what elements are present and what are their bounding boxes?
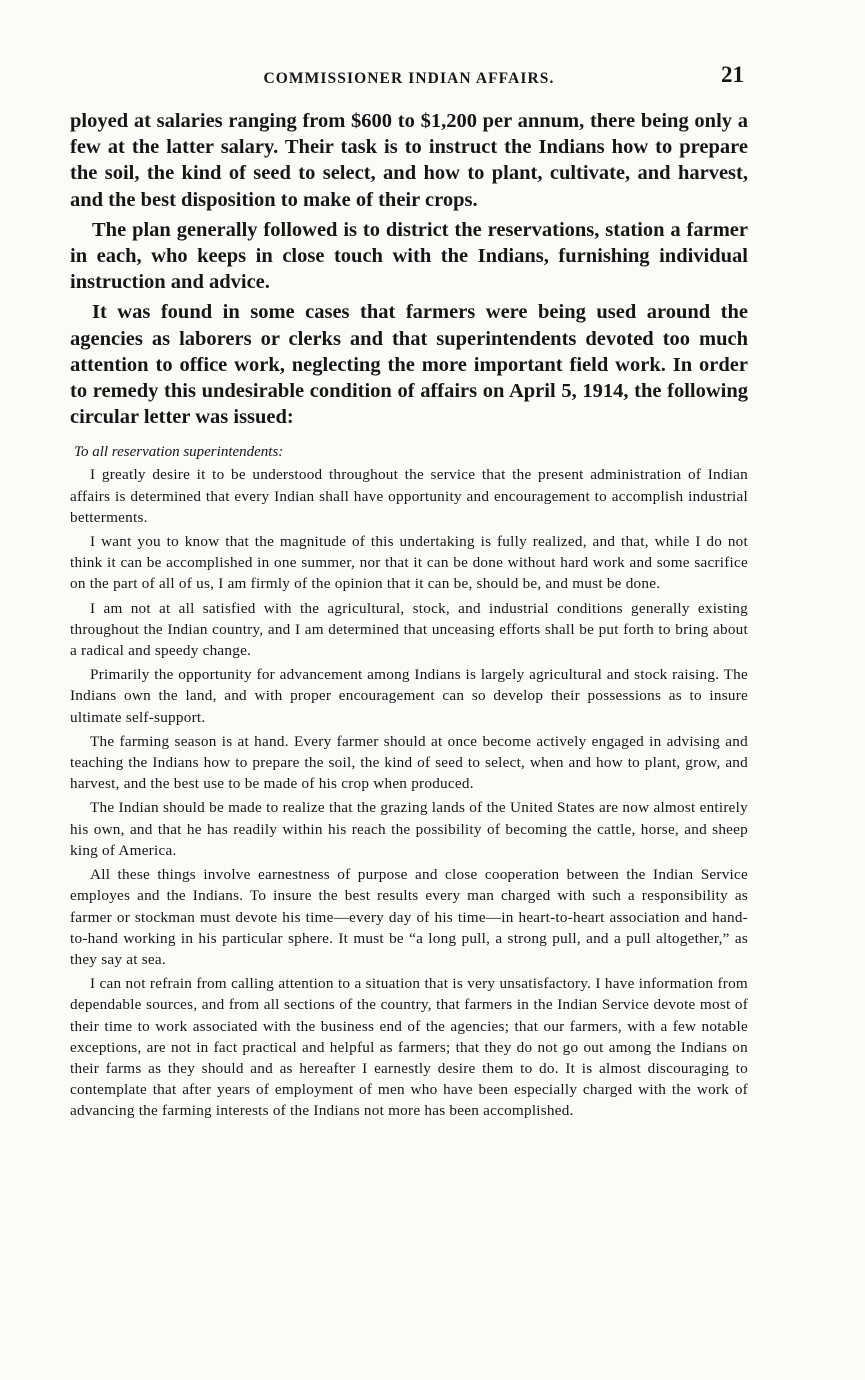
letter-paragraph: Primarily the opportunity for advancement among Indians is largely agricultural and stock raising. The Indians own the land, and with proper encouragement can so develop their possessions as to insure ultimate self-support.: [70, 666, 748, 726]
letter-paragraph: I can not refrain from calling attention to a situation that is very unsatisfactory. I have information from dependable sources, and from all sections of the country, that farmers in the Indian Service devote most of their time to work associated with the business end of the agencies; that our farmers, with a few notable exceptions, are not in fact practical and helpful as farmers; that they do not go out among the Indians on their farms as they should and as hereafter I earnestly desire them to do. It is almost discouraging to contemplate that after years of employment of men who have been especially charged with the work of advancing the farming interests of the Indians not more has been accomplished.: [70, 975, 748, 1120]
letter-paragraph: The Indian should be made to realize that the grazing lands of the United States are now almost entirely his own, and that he has readily within his reach the possibility of becoming the cattle, horse, and sheep king of America.: [70, 799, 748, 859]
circular-letter: [70, 442, 748, 1121]
page-header: [70, 62, 748, 96]
running-head: COMMISSIONER INDIAN AFFAIRS.: [263, 70, 555, 87]
lead-paragraph: ployed at salaries ranging from $600 to $1,200 per annum, there being only a few at the latter salary. Their task is to instruct the Indians how to prepare the soil, the kind of seed to select, and how to plant, cultivate, and harvest, and the best disposition to make of their crops.: [70, 110, 748, 211]
letter-paragraph: All these things involve earnestness of purpose and close cooperation between the Indian Service employes and the Indians. To insure the best results every man charged with such a responsibility as farmer or stockman must devote his time—every day of his time—in heart-to-heart association and hand-to-hand working in his particular sphere. It must be “a long pull, a strong pull, and a pull altogether,” as they say at sea.: [70, 866, 748, 968]
letter-paragraph: I am not at all satisfied with the agricultural, stock, and industrial conditions generally existing throughout the Indian country, and I am determined that unceasing efforts shall be put forth to bring about a radical and speedy change.: [70, 599, 748, 660]
page-number: 21: [721, 62, 744, 87]
lead-paragraph: It was found in some cases that farmers were being used around the agencies as laborers or clerks and that superintendents devoted too much attention to office work, neglecting the more important field work. In order to remedy this undesirable condition of affairs on April 5, 1914, the following circular letter was issued:: [70, 301, 748, 429]
letter-salutation: To all reservation superintendents:: [74, 444, 284, 461]
letter-paragraph: I greatly desire it to be understood throughout the service that the present administration of Indian affairs is determined that every Indian shall have opportunity and encouragement to accomplish industrial betterments.: [70, 466, 748, 526]
letter-paragraph: I want you to know that the magnitude of this undertaking is fully realized, and that, while I do not think it can be accomplished in one summer, nor that it can be done without hard work and some sacrifice on the part of all of us, I am firmly of the opinion that it can be, should be, and must be done.: [70, 533, 748, 593]
lead-section: [70, 108, 748, 430]
lead-paragraph: The plan generally followed is to district the reservations, station a farmer in each, who keeps in close touch with the Indians, furnishing individual instruction and advice.: [70, 218, 748, 294]
body-text: [70, 108, 748, 1125]
letter-paragraph: The farming season is at hand. Every farmer should at once become actively engaged in advising and teaching the Indians how to prepare the soil, the kind of seed to select, when and how to plant, grow, and harvest, and the best use to be made of his crop when produced.: [70, 732, 748, 793]
